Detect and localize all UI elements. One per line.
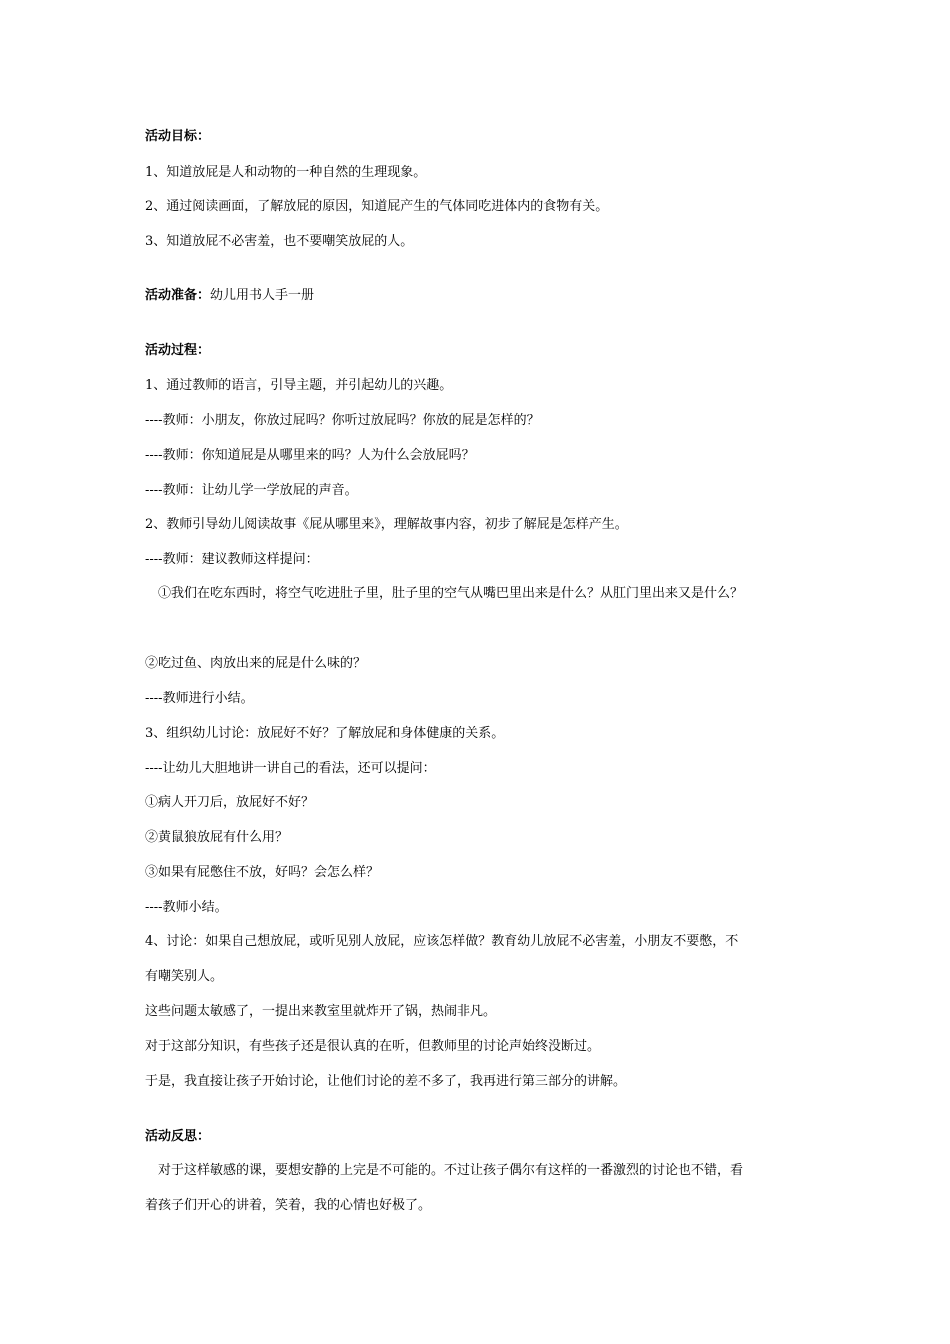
process-line: 4、讨论：如果自己想放屁，或听见别人放屁，应该怎样做？教育幼儿放屁不必害羞，小朋友不要憋，不 — [145, 934, 739, 949]
process-line: 2、教师引导幼儿阅读故事《屁从哪里来》，理解故事内容，初步了解屁是怎样产生。 — [145, 517, 628, 532]
process-line: 于是，我直接让孩子开始讨论，让他们讨论的差不多了，我再进行第三部分的讲解。 — [145, 1074, 627, 1089]
process-line: ----教师进行小结。 — [145, 691, 254, 706]
goal-item-2: 2、通过阅读画面，了解放屁的原因，知道屁产生的气体同吃进体内的食物有关。 — [145, 199, 609, 214]
process-line: ③如果有屁憋住不放，好吗？会怎么样？ — [145, 865, 380, 880]
prep-line — [145, 288, 314, 304]
prep-heading: 活动准备： — [145, 288, 211, 303]
process-line: 对于这部分知识，有些孩子还是很认真的在听，但教师里的讨论声始终没断过。 — [145, 1039, 601, 1054]
process-line: 有嘲笑别人。 — [145, 969, 224, 984]
process-line: ----教师小结。 — [145, 900, 228, 915]
process-line: ----教师：你知道屁是从哪里来的吗？人为什么会放屁吗？ — [145, 448, 475, 463]
reflection-line: 对于这样敏感的课，要想安静的上完是不可能的。不过让孩子偶尔有这样的一番激烈的讨论也不错，看 — [145, 1163, 744, 1178]
process-heading: 活动过程： — [145, 343, 211, 358]
process-line: ----教师：建议教师这样提问： — [145, 552, 319, 567]
process-line: ①我们在吃东西时，将空气吃进肚子里，肚子里的空气从嘴巴里出来是什么？从肛门里出来又是什么？ — [145, 586, 744, 601]
process-line: ----教师：小朋友，你放过屁吗？你听过放屁吗？你放的屁是怎样的？ — [145, 413, 540, 428]
process-line: 3、组织幼儿讨论：放屁好不好？了解放屁和身体健康的关系。 — [145, 726, 505, 741]
process-line: ②黄鼠狼放屁有什么用？ — [145, 830, 289, 845]
process-line: 这些问题太敏感了，一提出来教室里就炸开了锅，热闹非凡。 — [145, 1004, 497, 1019]
goal-item-1: 1、知道放屁是人和动物的一种自然的生理现象。 — [145, 165, 427, 180]
process-line: ②吃过鱼、肉放出来的屁是什么味的？ — [145, 656, 367, 671]
goals-heading: 活动目标： — [145, 129, 211, 144]
process-line: 1、通过教师的语言，引导主题，并引起幼儿的兴趣。 — [145, 378, 453, 393]
reflection-line: 着孩子们开心的讲着，笑着，我的心情也好极了。 — [145, 1198, 432, 1213]
goal-item-3: 3、知道放屁不必害羞，也不要嘲笑放屁的人。 — [145, 234, 414, 249]
reflection-heading: 活动反思： — [145, 1129, 211, 1144]
process-line: ----教师：让幼儿学一学放屁的声音。 — [145, 483, 358, 498]
prep-text: 幼儿用书人手一册 — [210, 288, 315, 303]
process-line: ①病人开刀后，放屁好不好？ — [145, 795, 315, 810]
process-line: ----让幼儿大胆地讲一讲自己的看法，还可以提问： — [145, 761, 436, 776]
